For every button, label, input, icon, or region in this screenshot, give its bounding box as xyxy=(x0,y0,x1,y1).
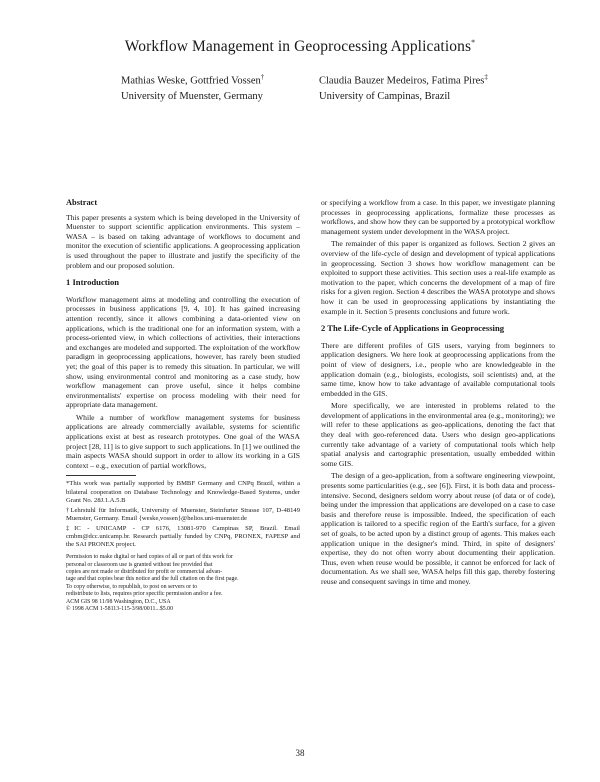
section-2-heading: 2 The Life-Cycle of Applications in Geoprocessing xyxy=(321,323,505,334)
author-names-left: Mathias Weske, Gottfried Vossen† xyxy=(121,73,265,87)
author-block-right xyxy=(319,70,488,104)
right-column xyxy=(321,198,555,590)
permission-line: © 1998 ACM 1-58113-115-3/98/0011...$5.00 xyxy=(66,606,174,613)
permission-line: personal or classroom use is granted without fee provided that xyxy=(66,561,213,568)
abstract-text: This paper presents a system which is being developed in the University of Muenster to support scientific application environments. This system – WASA – is based on taking advantage of workflows to document and monitor the execution of scientific applications. A geoprocessing application is used throughout the paper to illustrate and justify the specificity of the problem and our proposed solution. xyxy=(66,212,300,270)
intro-paragraph-1: Workflow management aims at modeling and controlling the execution of processes in business applications [9, 4, 10]. It has gained increasing attention recently, since it allows combining a data-oriented view on applications, which is the traditional one for an information system, with a process-oriented view, in which collections of activities, their interactions and exchanges are modeled and supported. The exploitation of the workflow paradigm in geoprocessing applications, however, has rarely been studied yet; the goal of this paper is to remedy this situation. In particular, we will show, using environmental control and monitoring as a case study, how workflow management can prove useful, since it helps combine environmentalists' expertise on process modeling with their need for appropriate data management. xyxy=(66,294,300,410)
paper-title: Workflow Management in Geoprocessing Applications* xyxy=(124,38,476,56)
author-affiliation-right: University of Campinas, Brazil xyxy=(319,90,451,102)
abstract-heading: Abstract xyxy=(66,198,98,207)
permission-line: copies are not made or distributed for profit or commercial advan- xyxy=(66,569,223,575)
section-2-paragraph-3: The design of a geo-application, from a software engineering viewpoint, presents some particularities (e.g., see [6]). First, it is both data and process-intensive. Second, designers seldom worry about reuse (of data or of code), being under the impression that applications are developed on a case to case basis and therefore reuse is impossible. Indeed, the specification of each application is tailored to a specific region of the Earth's surface, for a given set of goals, to be acted upon by a distinct group of agents. This makes each application unique in the designer's mind. Third, in spite of designers' expertise, they do not often worry about documenting their application. Thus, even when reuse would be possible, it cannot be enforced for lack of documentation. As we shall see, WASA helps fill this gap, thereby fostering reuse and consequent savings in time and money. xyxy=(321,471,555,586)
section-2-paragraph-1: There are different profiles of GIS users, varying from beginners to application designers. We here look at geoprocessing applications from the point of view of designers, i.e., people who are knowledgeable in the application domain (e.g., biologists, ecologists, soil scientists) and, at the same time, know how to take advantage of available computational tools embedded in the GIS. xyxy=(321,340,555,398)
page-number: 38 xyxy=(295,748,305,758)
permission-line: To copy otherwise, to republish, to post on servers or to xyxy=(66,583,198,590)
footnote-rule xyxy=(66,475,136,476)
permission-line: redistribute to lists, requires prior specific permission and/or a fee. xyxy=(66,591,223,598)
footnote-unicamp: ‡IC - UNICAMP - CP 6176, 13081-970 Campinas SP, Brazil. Email cmbm@dcc.unicamp.br. Research partially funded by CNPq, PRONEX, FAPESP and the SAI PRONEX project. xyxy=(66,524,300,549)
footnote-muenster: †Lehrstuhl für Informatik, University of Muenster, Steinfurter Strasse 107, D-48149 Muenster, Germany. Email {weske,vossen}@helios.uni-muenster.de xyxy=(66,506,300,522)
author-affiliation-left: University of Muenster, Germany xyxy=(121,90,263,102)
footnotes xyxy=(66,480,300,549)
permission-line: tage and that copies bear this notice and the full citation on the first page. xyxy=(66,576,239,583)
author-names-right: Claudia Bauzer Medeiros, Fatima Pires‡ xyxy=(319,73,488,87)
intro-paragraph-2: While a number of workflow management systems for business applications are already commercially available, systems for scientific applications exist at best as research prototypes. One goal of the WASA project [28, 11] is to give support to such applications. In [1] we outlined the main aspects WASA should support in order to allow its working in a GIS context – e.g., execution of partial workflows, xyxy=(66,412,300,470)
permission-line: Permission to make digital or hard copies of all or part of this work for xyxy=(66,554,233,561)
intro-continued-paragraph-2: The remainder of this paper is organized as follows. Section 2 gives an overview of the life-cycle of design and development of typical applications in geoprocessing. Section 3 shows how workflow management can be exploited to support these activities. This section uses a real-life example as motivation to the paper, which concerns the development of a map of fire risks for a given region. Section 4 describes the WASA prototype and shows how it can be used in geoprocessing applications by instantiating the example in it. Section 5 presents conclusions and future work. xyxy=(321,239,555,316)
left-column xyxy=(66,198,300,613)
section-2-paragraph-2: More specifically, we are interested in problems related to the development of applications in the environmental area (e.g., monitoring); we will refer to these applications as geo-applications, denoting the fact that they deal with geo-referenced data. Users who design geo-applications currently take advantage of a variety of computational tools which help spatial analysis and cartographic presentation, usually embedded within some GIS. xyxy=(321,401,555,468)
intro-continued-paragraph-1: or specifying a workflow from a case. In this paper, we investigate planning processes in geoprocessing applications, formalize these processes as workflows, and show how they can be supported by a prototypical workflow management system under development in the WASA project. xyxy=(321,198,555,236)
copyright-permission-notice xyxy=(66,554,300,613)
author-block-left xyxy=(121,70,264,104)
permission-line: ACM GIS 98 11/98 Washington, D.C., USA xyxy=(66,598,171,605)
footnote-funding: *This work was partially supported by BMBF Germany and CNPq Brazil, within a bilateral cooperation on Database Technology and Knowledge-Based Systems, under Grant No. 28J.1.A.5.B xyxy=(66,480,300,504)
section-1-heading: 1 Introduction xyxy=(66,277,120,288)
